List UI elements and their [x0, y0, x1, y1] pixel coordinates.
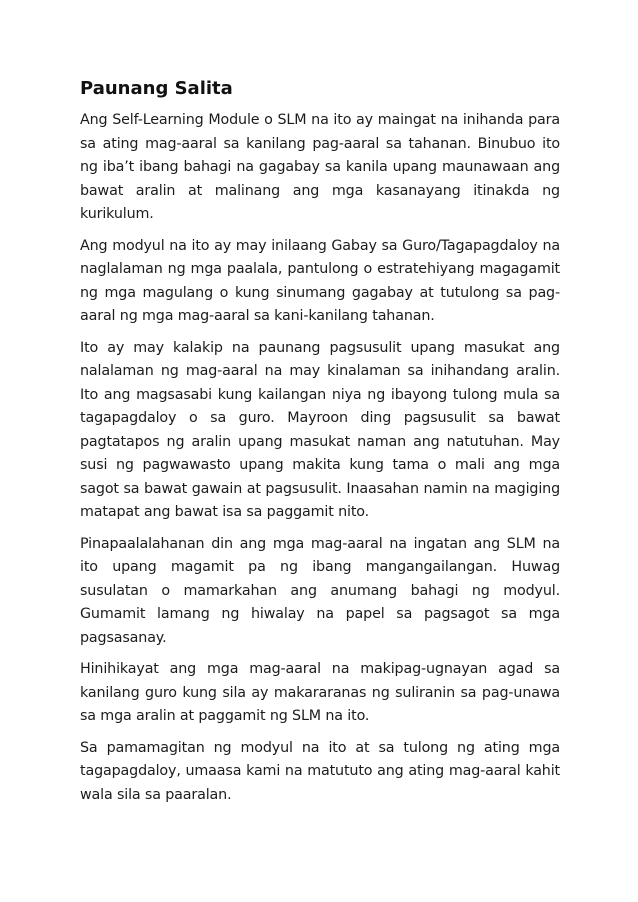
page-title: Paunang Salita — [80, 78, 233, 99]
paragraph-closing: Sa pamamagitan ng modyul na ito at sa tulong ng ating mga tagapagdaloy, umaasa kami na matututo ang ating mag-aaral kahit wala sila sa paaralan. — [80, 739, 560, 803]
paragraph-assessment: Ito ay may kalakip na paunang pagsusulit upang masukat ang nalalaman ng mag-aaral na may kinalaman sa inihandang aralin. Ito ang magsasabi kung kailangan niya ng ibayong tulong mula sa tagapagdaloy o sa guro. Mayroon ding pagsusulit sa bawat pagtatapos ng aralin upang masukat naman ang natutuhan. May susi ng pagwawasto upang makita kung tama o mali ang mga sagot sa bawat gawain at pagsusulit. Inaasahan namin na magiging matapat ang bawat isa sa paggamit nito. — [80, 339, 560, 520]
paragraph-introduction: Ang Self-Learning Module o SLM na ito ay maingat na inihanda para sa ating mag-aaral sa kanilang pag-aaral sa tahanan. Binubuo ito ng iba’t ibang bahagi na gagabay sa kanila upang maunawaan ang bawat aralin at malinang ang mga kasanayang itinakda ng kurikulum. — [80, 112, 560, 222]
paragraph-care-reminder: Pinapaalalahanan din ang mga mag-aaral na ingatan ang SLM na ito upang magamit pa ng ibang mangangailangan. Huwag susulatan o mamarkahan ang anumang bahagi ng modyul. Gumamit lamang ng hiwalay na papel sa pagsagot sa mga pagsasanay. — [80, 535, 560, 646]
paragraph-teacher-guide: Ang modyul na ito ay may inilaang Gabay sa Guro/Tagapagdaloy na naglalaman ng mga paalala, pantulong o estratehiyang magagamit ng mga magulang o kung sinumang gagabay at tutulong sa pag-aaral ng mga mag-aaral sa kani-kanilang tahanan. — [80, 237, 560, 324]
paragraph-communication: Hinihikayat ang mga mag-aaral na makipag-ugnayan agad sa kanilang guro kung sila ay makararanas ng suliranin sa pag-unawa sa mga aralin at paggamit ng SLM na ito. — [80, 661, 560, 724]
document-page — [80, 76, 560, 815]
